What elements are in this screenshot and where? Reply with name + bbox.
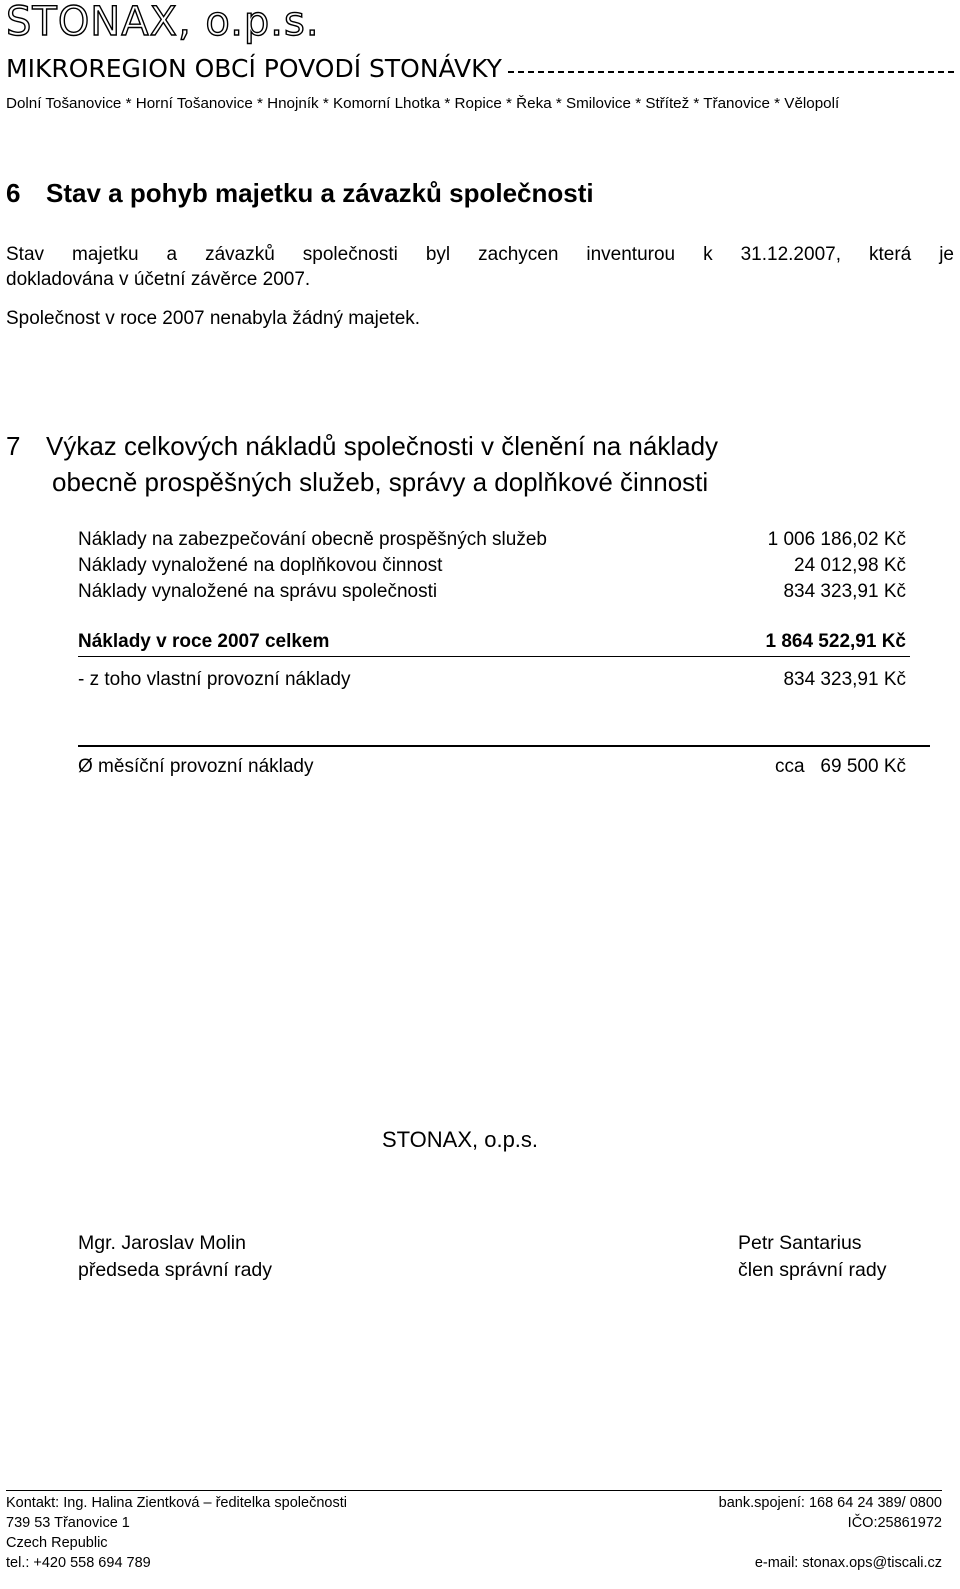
signature-company-name: STONAX, o.p.s.: [381, 1127, 539, 1152]
cost-row: [78, 553, 910, 579]
cost-label: Náklady na zabezpečování obecně prospěšných služeb: [78, 529, 547, 550]
signatory-right-name: Petr Santarius: [738, 1232, 862, 1254]
region-header: [6, 54, 954, 84]
cost-label: Náklady vynaložené na doplňkovou činnost: [78, 555, 443, 576]
cost-row: [78, 527, 910, 553]
footer-address: 739 53 Třanovice 1: [6, 1515, 130, 1531]
footer-phone: tel.: +420 558 694 789: [6, 1555, 151, 1571]
signature-company: [0, 1127, 920, 1153]
signatory-right-role: člen správní rady: [738, 1259, 887, 1281]
footer-email[interactable]: e-mail: stonax.ops@tiscali.cz: [754, 1555, 942, 1571]
page-footer: [6, 1490, 942, 1573]
section-6-number: 6: [6, 178, 21, 208]
total-costs-row: [78, 630, 910, 657]
monthly-costs-value: cca 69 500 Kč: [775, 756, 906, 777]
section-6-title: Stav a pohyb majetku a závazků společnosti: [46, 178, 594, 208]
signature-right: [738, 1230, 887, 1284]
cost-value: 834 323,91 Kč: [783, 581, 906, 602]
footer-bank: bank.spojení: 168 64 24 389/ 0800: [718, 1495, 942, 1511]
total-costs-value: 1 864 522,91 Kč: [765, 631, 906, 652]
own-costs-value: 834 323,91 Kč: [783, 669, 906, 690]
monthly-costs-label: Ø měsíční provozní náklady: [78, 756, 314, 777]
summary-divider: [78, 745, 930, 747]
member-villages: Dolní Tošanovice * Horní Tošanovice * Hnojník * Komorní Lhotka * Ropice * Řeka * Smilovice * Střítež * Třanovice * Vělopolí: [6, 95, 840, 112]
signatory-left-role: předseda správní rady: [78, 1259, 273, 1281]
footer-ico: IČO:25861972: [847, 1515, 942, 1531]
section-6-paragraph-line1: Stav majetku a závazků společnosti byl zachycen inventurou k 31.12.2007, která je: [6, 244, 954, 265]
footer-contact: Kontakt: Ing. Halina Zientková – ředitelka společnosti: [6, 1495, 347, 1511]
cost-label: Náklady vynaložené na správu společnosti: [78, 581, 438, 602]
own-costs-label: - z toho vlastní provozní náklady: [78, 669, 351, 690]
cost-table: [78, 527, 910, 605]
section-7-title-line1: Výkaz celkových nákladů společnosti v členění na náklady: [46, 431, 719, 461]
section-7-number: 7: [6, 431, 21, 461]
cost-row: [78, 579, 910, 605]
section-7-title-line2: obecně prospěšných služeb, správy a doplňkové činnosti: [52, 467, 709, 497]
signatory-left-name: Mgr. Jaroslav Molin: [78, 1232, 246, 1254]
section-6-paragraph-line2: dokladována v účetní závěrce 2007.: [6, 269, 311, 290]
cost-value: 1 006 186,02 Kč: [767, 529, 906, 550]
section-6-paragraph2: Společnost v roce 2007 nenabyla žádný majetek.: [6, 308, 421, 329]
section-6-heading: [6, 176, 594, 210]
own-costs-row: [78, 668, 910, 694]
section-7-heading: [6, 430, 718, 462]
total-costs-label: Náklady v roce 2007 celkem: [78, 631, 330, 652]
company-logo: STONAX, o.p.s.: [6, 0, 320, 45]
signature-left: [78, 1230, 272, 1284]
monthly-costs-row: [78, 755, 910, 781]
cost-value: 24 012,98 Kč: [794, 555, 906, 576]
region-title: MIKROREGION OBCÍ POVODÍ STONÁVKY: [6, 54, 502, 83]
header-dashed-rule: [508, 71, 954, 73]
footer-country: Czech Republic: [6, 1535, 108, 1551]
